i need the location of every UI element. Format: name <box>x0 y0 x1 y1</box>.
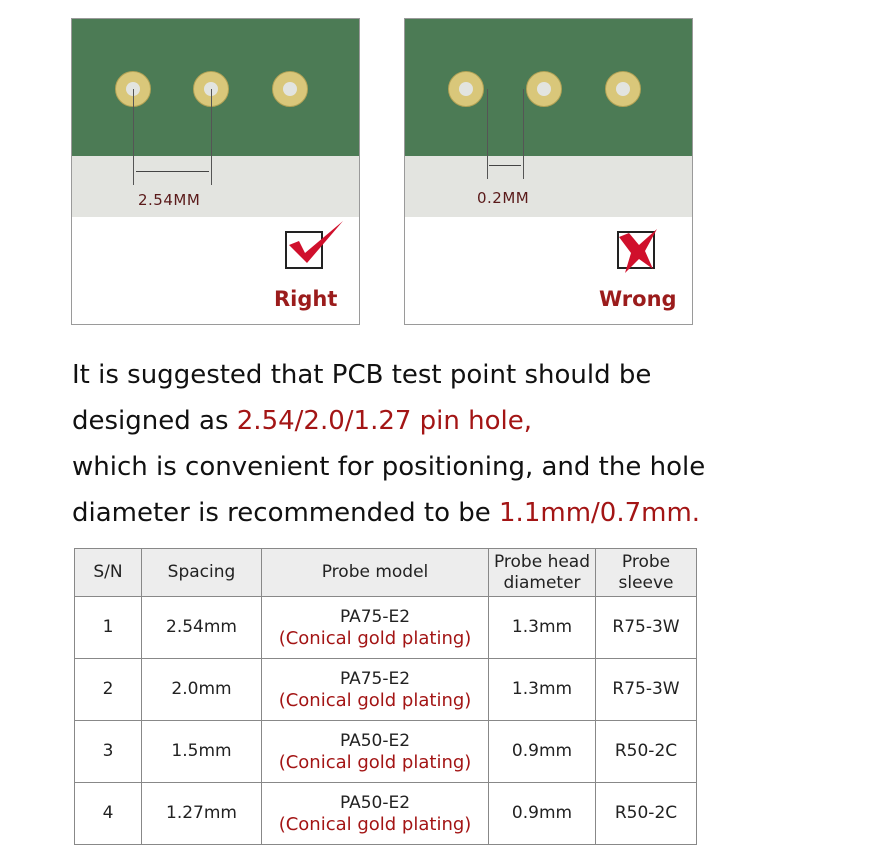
cell-diameter: 0.9mm <box>489 783 596 845</box>
model-note: (Conical gold plating) <box>278 627 472 649</box>
cell-sn: 2 <box>75 659 142 721</box>
dimension-label: 2.54MM <box>138 191 201 209</box>
header-line: sleeve <box>618 572 674 593</box>
verdict-label: Wrong <box>599 287 677 311</box>
model-note: (Conical gold plating) <box>278 689 472 711</box>
header-sn: S/N <box>75 549 142 597</box>
header-model: Probe model <box>262 549 489 597</box>
model-name: PA75-E2 <box>339 606 411 627</box>
cell-model <box>262 659 489 721</box>
text-span: diameter is recommended to be <box>72 498 500 528</box>
model-name: PA50-E2 <box>339 792 411 813</box>
verdict-label: Right <box>274 287 338 311</box>
dimension-label: 0.2MM <box>477 189 530 207</box>
cell-spacing: 2.0mm <box>142 659 262 721</box>
model-note: (Conical gold plating) <box>278 751 472 773</box>
text-line <box>72 398 705 444</box>
header-diameter <box>489 549 596 597</box>
header-line: diameter <box>503 572 581 593</box>
dimension-line <box>487 89 488 179</box>
text-span: designed as <box>72 406 237 436</box>
dimension-band <box>72 156 359 217</box>
wrong-example-panel <box>404 18 693 325</box>
model-name: PA50-E2 <box>339 730 411 751</box>
dimension-line <box>523 89 524 179</box>
test-pad <box>605 71 641 107</box>
header-line: Probe <box>621 551 671 572</box>
text-line <box>72 490 705 536</box>
cell-model <box>262 783 489 845</box>
test-pad <box>526 71 562 107</box>
test-pad <box>448 71 484 107</box>
table-row <box>75 721 697 783</box>
cell-sn: 3 <box>75 721 142 783</box>
cell-spacing: 1.27mm <box>142 783 262 845</box>
test-pad <box>272 71 308 107</box>
dimension-band <box>405 156 692 217</box>
cell-diameter: 0.9mm <box>489 721 596 783</box>
table-row <box>75 659 697 721</box>
model-note: (Conical gold plating) <box>278 813 472 835</box>
dimension-line <box>133 89 134 185</box>
cell-spacing: 1.5mm <box>142 721 262 783</box>
dimension-line <box>211 89 212 185</box>
header-spacing: Spacing <box>142 549 262 597</box>
cell-sn: 4 <box>75 783 142 845</box>
table-header <box>75 549 697 597</box>
highlight-text: 1.1mm/0.7mm. <box>499 498 701 528</box>
cell-sleeve: R75-3W <box>596 597 697 659</box>
cell-sleeve: R75-3W <box>596 659 697 721</box>
table-row <box>75 783 697 845</box>
cell-model <box>262 721 489 783</box>
cell-sleeve: R50-2C <box>596 721 697 783</box>
text-line: It is suggested that PCB test point should be <box>72 360 652 390</box>
right-example-panel <box>71 18 360 325</box>
table-row <box>75 597 697 659</box>
probe-table <box>74 548 697 845</box>
highlight-text: 2.54/2.0/1.27 pin hole, <box>236 406 533 436</box>
cell-spacing: 2.54mm <box>142 597 262 659</box>
cell-diameter: 1.3mm <box>489 597 596 659</box>
recommendation-text <box>72 352 705 536</box>
checkbox-check-icon <box>285 231 323 269</box>
cell-model <box>262 597 489 659</box>
text-line: which is convenient for positioning, and the hole <box>72 452 706 482</box>
dimension-arrow <box>136 171 209 172</box>
cell-diameter: 1.3mm <box>489 659 596 721</box>
model-name: PA75-E2 <box>339 668 411 689</box>
header-line: Probe head <box>493 551 591 572</box>
checkbox-cross-icon <box>617 231 655 269</box>
cell-sn: 1 <box>75 597 142 659</box>
header-sleeve <box>596 549 697 597</box>
dimension-arrow <box>489 165 521 166</box>
cell-sleeve: R50-2C <box>596 783 697 845</box>
